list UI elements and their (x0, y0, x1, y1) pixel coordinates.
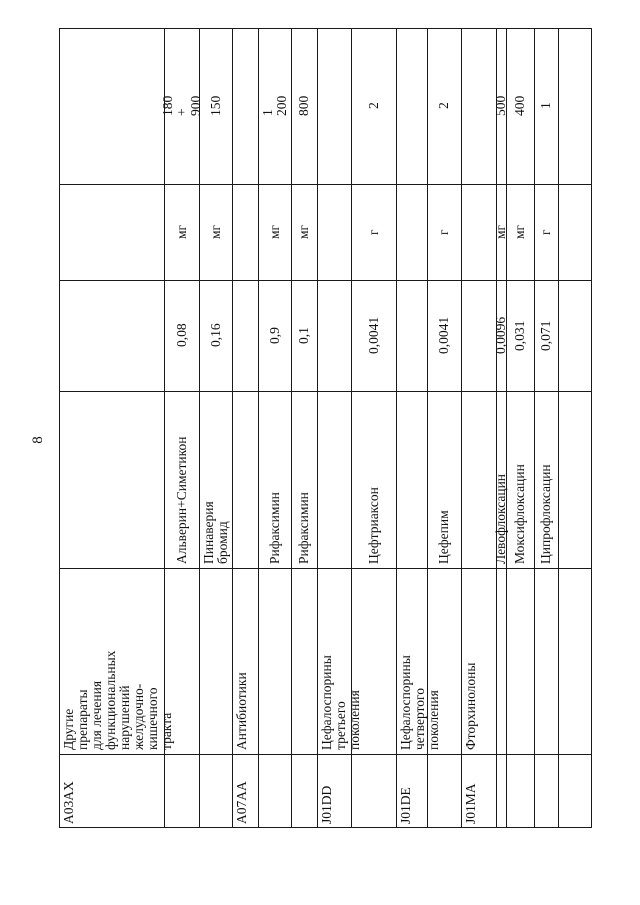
cell-text-code: J01MA (463, 783, 478, 824)
cell-text-ddd: 0,1 (296, 327, 311, 344)
cell-text-drug: Рифаксимин (266, 492, 282, 564)
cell-text-unit: мг (493, 224, 508, 240)
cell-text-group: Цефалоспорины третьего поколения (319, 655, 362, 750)
cell-text-dose: 1 200 (259, 95, 289, 117)
cell-text-dose: 180 + 900 (159, 95, 203, 117)
page-number: 8 (30, 436, 46, 444)
cell-text-unit: мг (266, 224, 282, 240)
cell-text-code: A03AX (61, 781, 76, 824)
cell-text-ddd: 0,071 (538, 320, 553, 351)
cell-text-ddd: 0,0041 (365, 316, 381, 355)
cell-text-unit: мг (296, 224, 311, 240)
cell-text-code: J01DE (398, 787, 413, 824)
cell-text-unit: мг (173, 224, 189, 240)
cell-text-unit: мг (512, 224, 527, 240)
cell-text-ddd: 0,9 (266, 327, 282, 344)
cell-text-group: Цефалоспорины четвертого поколения (398, 655, 441, 750)
cell-text-ddd: 0,16 (207, 323, 223, 348)
cell-text-unit: г (436, 229, 451, 235)
cell-text-group: Другие препараты для лечения функциональных нарушений желудочно-кишечного тракта (61, 650, 174, 750)
cell-text-unit: г (538, 229, 553, 235)
cell-text-drug: Пинаверия бромид (200, 501, 230, 564)
cell-text-drug: Альверин+Симетикон (173, 436, 189, 564)
cell-text-drug: Рифаксимин (296, 492, 311, 564)
cell-text-drug: Левофлоксацин (493, 473, 508, 564)
cell-text-ddd: 0,031 (512, 320, 527, 351)
cell-text-ddd: 0,08 (173, 323, 189, 348)
rotated-drug-table (59, 28, 592, 828)
cell-text-dose: 2 (365, 102, 381, 110)
cell-text-ddd: 0,0096 (493, 316, 508, 355)
cell-text-dose: 800 (296, 95, 311, 117)
cell-text-unit: мг (207, 224, 223, 240)
cell-text-dose: 150 (207, 95, 223, 117)
cell-text-unit: г (365, 229, 381, 235)
cell-text-drug: Цефтриаксон (365, 487, 381, 564)
cell-text-dose: 400 (512, 95, 527, 117)
cell-text-ddd: 0,0041 (436, 316, 451, 355)
cell-text-code: J01DD (319, 785, 334, 824)
cell-text-dose: 500 (493, 95, 508, 117)
cell-text-code: A07AA (234, 781, 249, 824)
cell-text-drug: Моксифлоксацин (512, 464, 527, 564)
cell-text-drug: Цефепим (436, 510, 451, 564)
cell-text-group: Антибиотики (234, 672, 249, 750)
cell-text-group: Фторхинолоны (463, 662, 478, 750)
cell-text-dose: 2 (436, 102, 451, 110)
cell-text-drug: Ципрофлоксацин (538, 464, 553, 564)
cell-text-dose: 1 (538, 102, 553, 110)
